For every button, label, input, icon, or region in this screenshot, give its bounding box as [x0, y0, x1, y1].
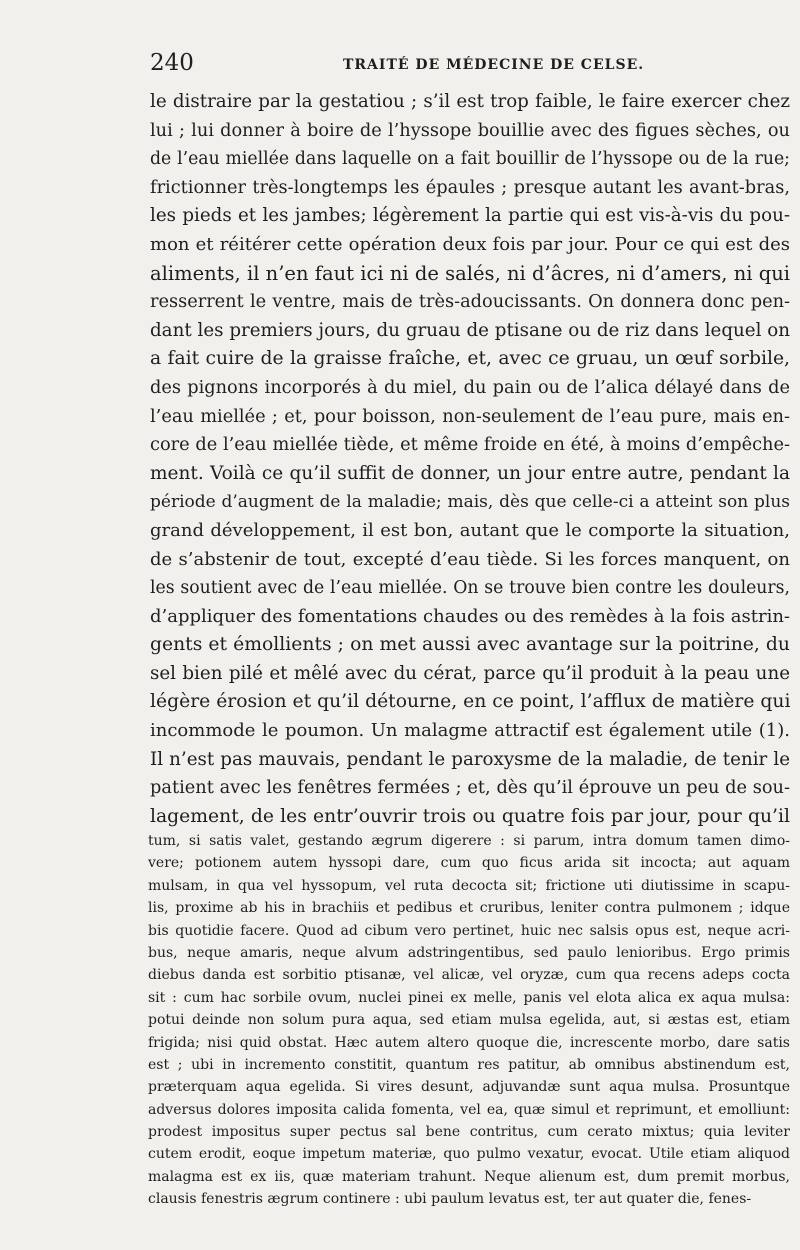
page-number: 240 [150, 50, 194, 76]
text-line: lui ; lui donner à boire de l’hyssope bouillie avec des figues sèches, ou [150, 120, 790, 141]
text-line: légère érosion et qu’il détourne, en ce point, l’afflux de matière qui [150, 691, 790, 713]
footnote-line: potui deinde non solum pura aqua, sed etiam mulsa egelida, aut, si æstas est, etiam [148, 1012, 790, 1029]
footnote-line: malagma est ex iis, quæ materiam trahunt. Neque alienum est, dum premit morbus, [148, 1168, 790, 1185]
text-line: période d’augment de la maladie; mais, dès que celle-ci a atteint son plus [150, 492, 790, 513]
text-line: Il n’est pas mauvais, pendant le paroxysme de la maladie, de tenir le [150, 748, 790, 770]
footnote-line: bus, neque amaris, neque alvum adstringentibus, sed paulo lenioribus. Ergo primis [148, 944, 790, 961]
text-line: gents et émollients ; on met aussi avec avantage sur la poitrine, du [150, 634, 790, 656]
footnote-line: prodest impositus super pectus sal bene contritus, cum cerato mixtus; quia leviter [148, 1124, 790, 1141]
text-line: le distraire par la gestatiou ; s’il est trop faible, le faire exercer chez [150, 91, 790, 112]
text-line: dant les premiers jours, du gruau de ptisane ou de riz dans lequel on [150, 319, 790, 341]
text-line: aliments, il n’en faut ici ni de salés, ni d’âcres, ni d’amers, ni qui [150, 261, 790, 285]
text-line: sel bien pilé et mêlé avec du cérat, parce qu’il produit à la peau une [150, 662, 790, 684]
footnote-line: diebus danda est sorbitio ptisanæ, vel alicæ, vel oryzæ, cum qua recens adeps cocta [148, 967, 790, 984]
text-line: d’appliquer des fomentations chaudes ou des remèdes à la fois astrin- [150, 605, 790, 627]
text-line: lagement, de les entr’ouvrir trois ou quatre fois par jour, pour qu’il [150, 805, 790, 827]
text-line: les pieds et les jambes; légèrement la partie qui est vis-à-vis du pou- [150, 205, 790, 227]
footnote-line: mulsam, in qua vel hyssopum, vel ruta decocta sit; frictione uti diutissime in scapu- [148, 877, 790, 894]
main-text [150, 88, 790, 831]
text-line: patient avec les fenêtres fermées ; et, dès qu’il éprouve un peu de sou- [150, 778, 790, 799]
text-line: incommode le poumon. Un malagme attractif est également utile (1). [150, 720, 790, 742]
text-line: ment. Voilà ce qu’il suffit de donner, un jour entre autre, pendant la [150, 462, 790, 484]
page-header [150, 50, 790, 84]
footnote [148, 830, 790, 1211]
footnote-line: est ; ubi in incremento constitit, quantum res patitur, ab omnibus abstinendum est, [148, 1056, 790, 1073]
text-line: core de l’eau miellée tiède, et même froide en été, à moins d’empêche- [150, 435, 790, 456]
footnote-line: præterquam aqua egelida. Si vires desunt, adjuvandæ sunt aqua mulsa. Prosuntque [148, 1079, 790, 1096]
text-line: de s’abstenir de tout, excepté d’eau tiède. Si les forces manquent, on [150, 548, 790, 570]
text-line: des pignons incorporés à du miel, du pain ou de l’alica délayé dans de [150, 377, 790, 398]
text-line: resserrent le ventre, mais de très-adoucissants. On donnera donc pen- [150, 292, 790, 313]
footnote-line: sit : cum hac sorbile ovum, nuclei pinei ex melle, panis vel elota alica ex aqua mulsa: [148, 989, 790, 1006]
text-line: grand développement, il est bon, autant que le comporte la situation, [150, 519, 790, 541]
footnote-line: bis quotidie facere. Quod ad cibum vero pertinet, huic nec salsis opus est, neque acri- [148, 922, 790, 939]
running-title: TRAITÉ DE MÉDECINE DE CELSE. [343, 57, 645, 73]
text-line: l’eau miellée ; et, pour boisson, non-seulement de l’eau pure, mais en- [150, 406, 790, 427]
footnote-line: cutem erodit, eoque impetum materiæ, quo pulmo vexatur, evocat. Utile etiam aliquod [148, 1146, 790, 1163]
text-line: frictionner très-longtemps les épaules ; presque autant les avant-bras, [150, 177, 790, 198]
text-line: a fait cuire de la graisse fraîche, et, avec ce gruau, un œuf sorbile, [150, 348, 790, 370]
footnote-line: lis, proxime ab his in brachiis et pedibus et cruribus, leniter contra pulmonem ; idque [148, 900, 790, 917]
footnote-line: adversus dolores imposita calida fomenta, vel ea, quæ simul et reprimunt, et emolliunt: [148, 1101, 790, 1118]
text-line: mon et réitérer cette opération deux fois par jour. Pour ce qui est des [150, 233, 790, 255]
footnote-line: vere; potionem autem hyssopi dare, cum quo ficus arida sit incocta; aut aquam [148, 855, 790, 872]
footnote-line: clausis fenestris ægrum continere : ubi paulum levatus est, ter aut quater die, fenes- [148, 1191, 752, 1208]
text-line: de l’eau miellée dans laquelle on a fait bouillir de l’hyssope ou de la rue; [150, 149, 790, 170]
footnote-line: frigida; nisi quid obstat. Hæc autem altero quoque die, increscente morbo, dare satis [148, 1034, 790, 1051]
text-line: les soutient avec de l’eau miellée. On se trouve bien contre les douleurs, [150, 578, 790, 599]
footnote-line: tum, si satis valet, gestando ægrum digerere : si parum, intra domum tamen dimo- [148, 833, 790, 849]
